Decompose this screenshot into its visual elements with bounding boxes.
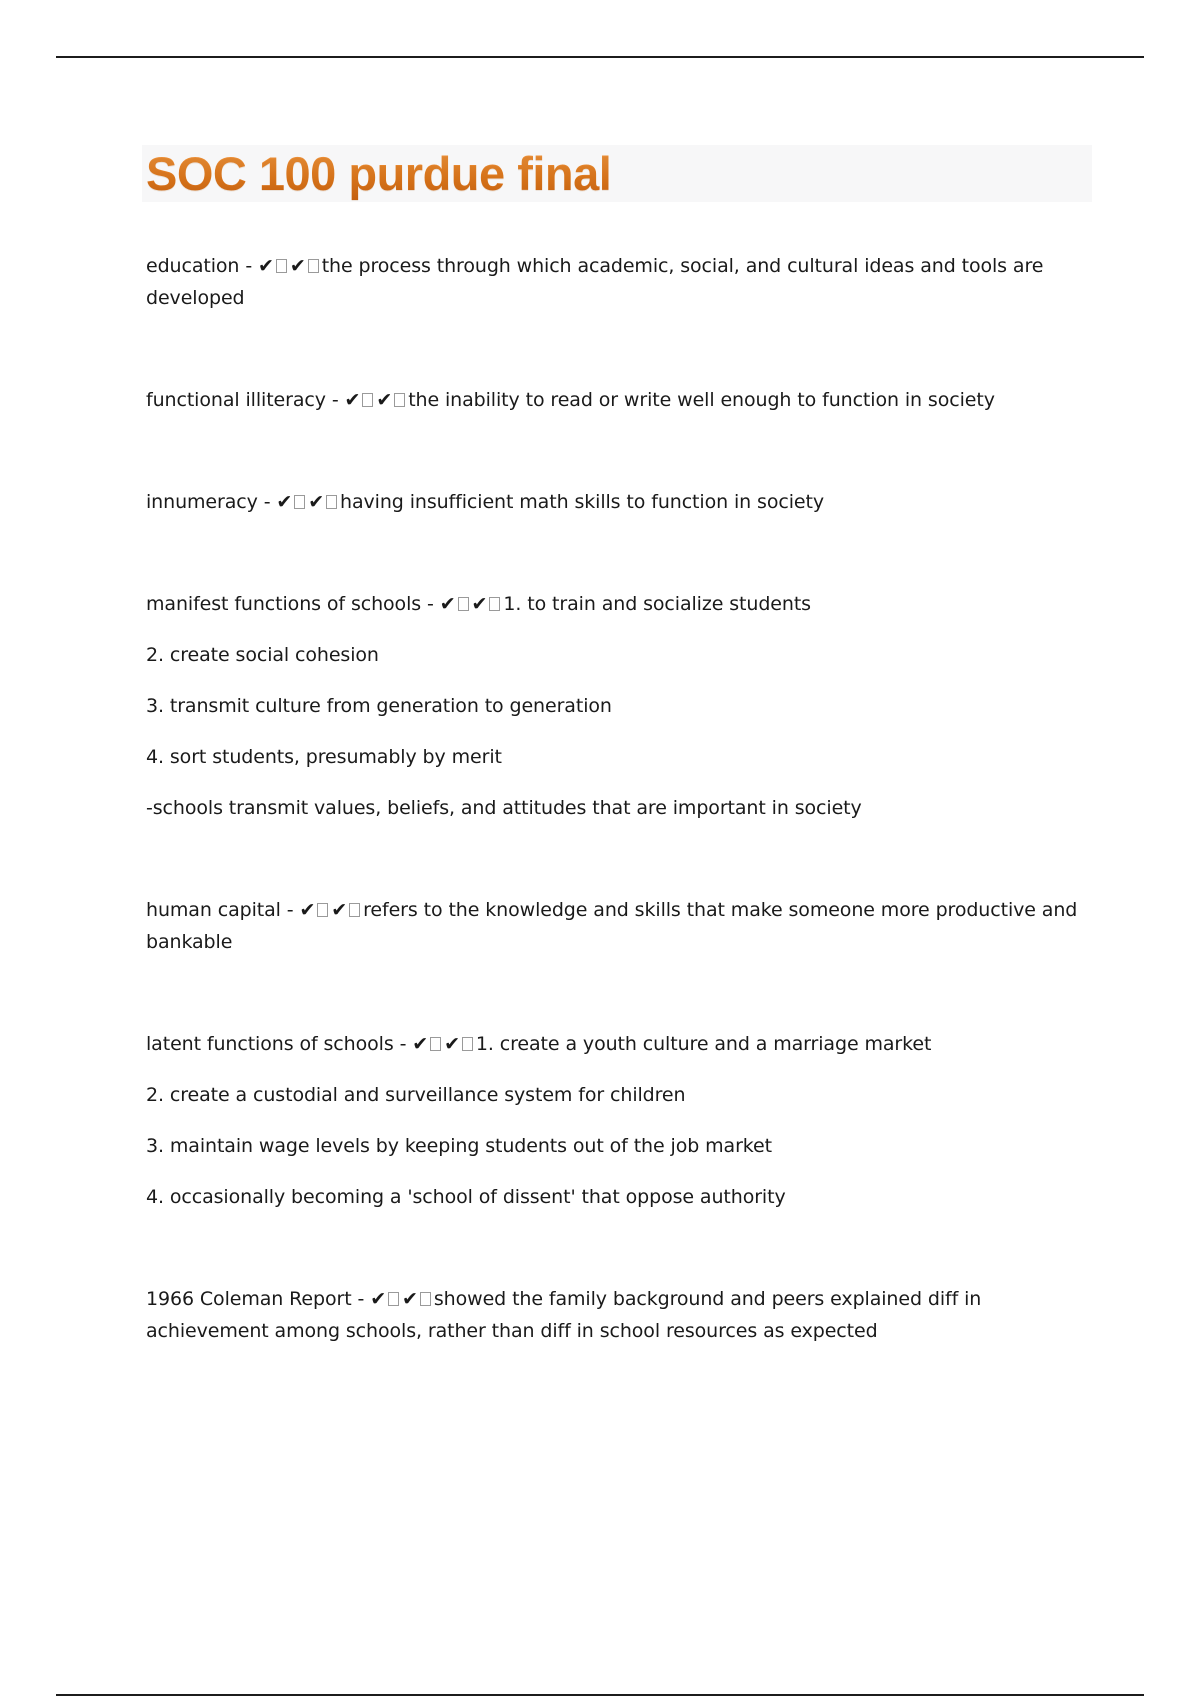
entry-term: human capital — [146, 899, 281, 921]
term-separator: - — [351, 1288, 371, 1310]
term-separator: - — [239, 255, 259, 277]
entry-definition: the inability to read or write well enough to function in society — [408, 389, 995, 411]
entry-line — [146, 894, 1091, 958]
entry-term: education — [146, 255, 240, 277]
entry-line: -schools transmit values, beliefs, and attitudes that are important in society — [146, 797, 862, 819]
term-separator: - — [257, 491, 277, 513]
entry-definition: 1. to train and socialize students — [503, 593, 811, 615]
entry-definition: having insufficient math skills to function in society — [340, 491, 824, 513]
entry-line: 3. transmit culture from generation to generation — [146, 695, 612, 717]
term-separator: - — [280, 899, 300, 921]
entry-definition: refers to the knowledge and skills that make someone more productive and bankable — [146, 899, 1078, 953]
flashcard-entry — [146, 1283, 1091, 1347]
box-icon — [462, 1037, 473, 1051]
checkmark-icon: ✔ — [370, 1288, 387, 1310]
flashcard-entry — [146, 1028, 1091, 1213]
checkmark-icon: ✔ — [344, 389, 361, 411]
flashcard-list — [146, 250, 1091, 1417]
entry-line: 3. maintain wage levels by keeping students out of the job market — [146, 1135, 772, 1157]
checkmark-icon: ✔ — [412, 1033, 429, 1055]
checkmark-icon: ✔ — [439, 593, 456, 615]
flashcard-entry — [146, 588, 1091, 824]
box-icon — [308, 259, 319, 273]
checkmark-icon: ✔ — [471, 593, 488, 615]
checkmark-icon: ✔ — [289, 255, 306, 277]
checkmark-icon: ✔ — [276, 491, 293, 513]
checkmark-icon: ✔ — [402, 1288, 418, 1310]
entry-definition: showed the family background and peers explained diff in achievement among schools, rather than diff in school resources as expected — [146, 1288, 982, 1342]
box-icon — [326, 495, 337, 509]
checkmark-icon: ✔ — [299, 899, 316, 921]
entry-term: manifest functions of schools — [146, 593, 422, 615]
entry-definition: the process through which academic, social, and cultural ideas and tools are developed — [146, 255, 1044, 309]
entry-line: 4. occasionally becoming a 'school of dissent' that oppose authority — [146, 1186, 786, 1208]
entry-line — [146, 486, 1091, 518]
flashcard-entry — [146, 250, 1091, 314]
box-icon — [388, 1292, 399, 1306]
term-separator: - — [325, 389, 345, 411]
term-separator: - — [393, 1033, 413, 1055]
box-icon — [362, 393, 373, 407]
entry-term: functional illiteracy — [146, 389, 326, 411]
flashcard-entry — [146, 384, 1091, 416]
checkmark-icon: ✔ — [331, 899, 348, 921]
box-icon — [276, 259, 287, 273]
checkmark-icon: ✔ — [258, 255, 274, 277]
entry-line — [146, 1283, 1091, 1347]
checkmark-icon: ✔ — [308, 491, 325, 513]
entry-term: 1966 Coleman Report — [146, 1288, 352, 1310]
box-icon — [430, 1037, 441, 1051]
flashcard-entry — [146, 486, 1091, 518]
entry-term: latent functions of schools — [146, 1033, 394, 1055]
footer-rule — [56, 1694, 1144, 1696]
box-icon — [394, 393, 405, 407]
entry-definition: 1. create a youth culture and a marriage market — [475, 1033, 932, 1055]
box-icon — [489, 597, 500, 611]
entry-line — [146, 1028, 1091, 1060]
entry-term: innumeracy — [146, 491, 258, 513]
entry-line: 2. create social cohesion — [146, 644, 379, 666]
flashcard-entry — [146, 894, 1091, 958]
entry-line — [146, 384, 1091, 416]
checkmark-icon: ✔ — [376, 389, 393, 411]
box-icon — [349, 903, 360, 917]
box-icon — [294, 495, 305, 509]
box-icon — [317, 903, 328, 917]
checkmark-icon: ✔ — [444, 1033, 460, 1055]
entry-line: 4. sort students, presumably by merit — [146, 746, 502, 768]
box-icon — [420, 1292, 431, 1306]
entry-line — [146, 588, 1091, 620]
box-icon — [458, 597, 469, 611]
term-separator: - — [421, 593, 440, 615]
header-rule — [56, 56, 1144, 58]
entry-line: 2. create a custodial and surveillance system for children — [146, 1084, 686, 1106]
entry-line — [146, 250, 1091, 314]
document-title: SOC 100 purdue final — [146, 147, 612, 200]
